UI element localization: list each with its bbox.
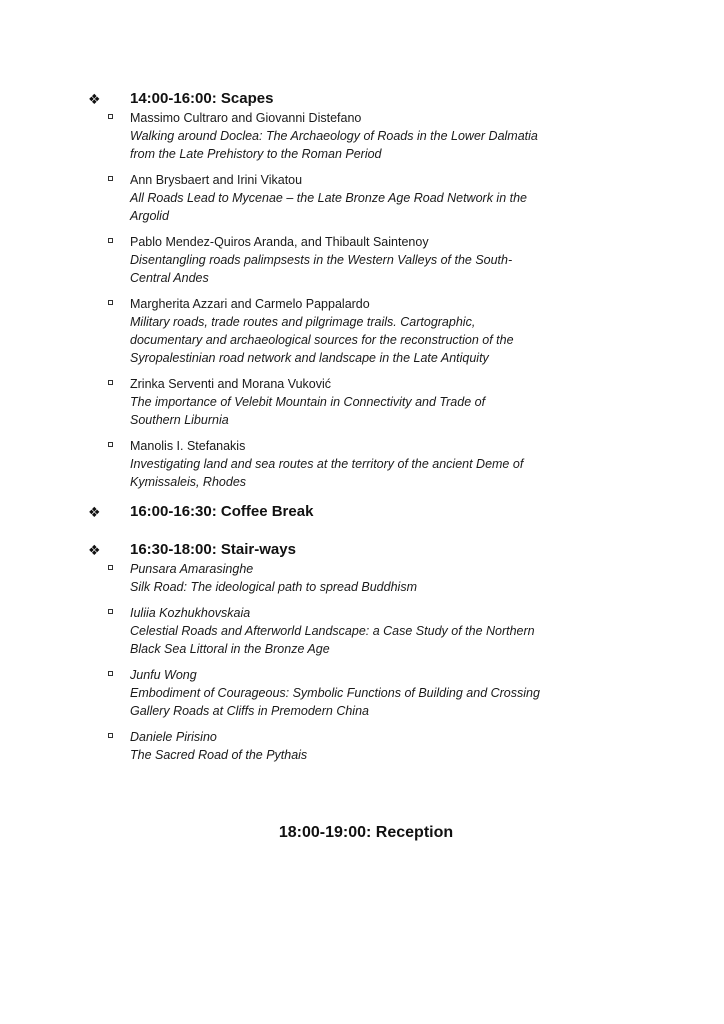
diamond-bullet-icon: ❖ [88,542,101,558]
talk-title-line: Syropalestinian road network and landscape in the Late Antiquity [130,351,489,365]
talk-item [88,233,684,287]
talk-title-line: Embodiment of Courageous: Symbolic Functions of Building and Crossing [130,686,540,700]
session-header [88,89,684,109]
session-coffee-break [88,502,684,522]
talk-authors: Pablo Mendez-Quiros Aranda, and Thibault Saintenoy [130,235,429,249]
talk-title-line: All Roads Lead to Mycenae – the Late Bronze Age Road Network in the [130,191,527,205]
talk-item [88,666,684,720]
square-bullet-icon [108,380,113,385]
diamond-bullet-icon: ❖ [88,91,101,107]
talk-authors: Junfu Wong [130,668,197,682]
square-bullet-icon [108,114,113,119]
talk-title-line: Military roads, trade routes and pilgrimage trails. Cartographic, [130,315,476,329]
talk-item [88,604,684,658]
talk-title-line: Disentangling roads palimpsests in the Western Valleys of the South- [130,253,513,267]
square-bullet-icon [108,442,113,447]
talk-authors: Massimo Cultraro and Giovanni Distefano [130,111,362,125]
talk-title-line: Silk Road: The ideological path to spread Buddhism [130,580,417,594]
talk-title-line: The importance of Velebit Mountain in Connectivity and Trade of [130,395,486,409]
session-scapes [88,89,684,499]
square-bullet-icon [108,176,113,181]
talk-title-line: documentary and archaeological sources for the reconstruction of the [130,333,514,347]
talk-title-line: from the Late Prehistory to the Roman Period [130,147,382,161]
talk-authors: Manolis I. Stefanakis [130,439,246,453]
talk-title-line: Gallery Roads at Cliffs in Premodern China [130,704,369,718]
talk-title-line: Kymissaleis, Rhodes [130,475,247,489]
square-bullet-icon [108,300,113,305]
talk-item [88,295,684,367]
session-stair-ways [88,540,684,772]
talk-item [88,375,684,429]
talk-authors: Daniele Pirisino [130,730,217,744]
diamond-bullet-icon: ❖ [88,504,101,520]
talk-title-line: Argolid [130,209,169,223]
talk-title-line: Walking around Doclea: The Archaeology of Roads in the Lower Dalmatia [130,129,538,143]
talk-list [88,109,684,491]
session-header [88,540,684,560]
talk-authors: Zrinka Serventi and Morana Vuković [130,377,332,391]
session-title: 16:00-16:30: Coffee Break [130,503,314,520]
talk-authors: Iuliia Kozhukhovskaia [130,606,251,620]
talk-title-line: Celestial Roads and Afterworld Landscape: a Case Study of the Northern [130,624,535,638]
talk-authors: Ann Brysbaert and Irini Vikatou [130,173,303,187]
session-header [88,502,684,522]
talk-title-line: The Sacred Road of the Pythais [130,748,308,762]
talk-item [88,171,684,225]
square-bullet-icon [108,733,113,738]
session-title: 16:30-18:00: Stair-ways [130,541,296,558]
reception-heading: 18:00-19:00: Reception [278,824,454,841]
square-bullet-icon [108,238,113,243]
talk-title-line: Southern Liburnia [130,413,229,427]
square-bullet-icon [108,609,113,614]
talk-list [88,560,684,764]
square-bullet-icon [108,671,113,676]
session-title: 14:00-16:00: Scapes [130,90,274,107]
talk-authors: Margherita Azzari and Carmelo Pappalardo [130,297,370,311]
talk-authors: Punsara Amarasinghe [130,562,254,576]
talk-title-line: Central Andes [130,271,209,285]
square-bullet-icon [108,565,113,570]
talk-title-line: Black Sea Littoral in the Bronze Age [130,642,330,656]
talk-item [88,728,684,764]
talk-item [88,560,684,596]
talk-item [88,437,684,491]
talk-title-line: Investigating land and sea routes at the territory of the ancient Deme of [130,457,524,471]
talk-item [88,109,684,163]
